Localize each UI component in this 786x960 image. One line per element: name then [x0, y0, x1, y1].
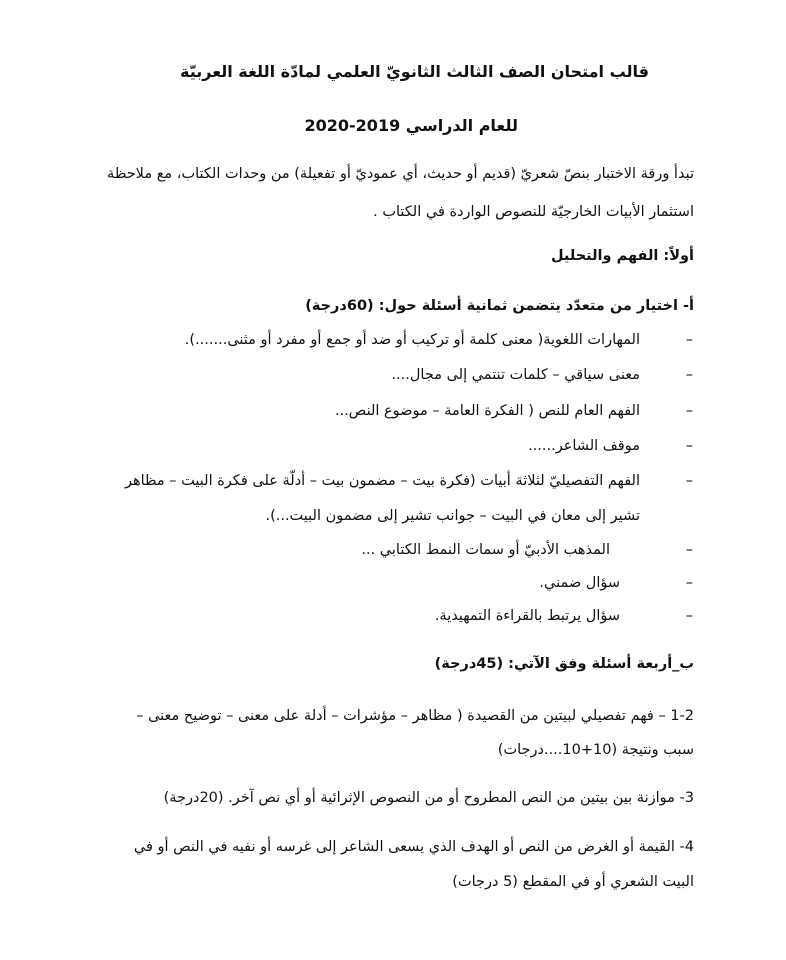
bullet-dash: –: [685, 473, 693, 489]
bullet-dash: –: [685, 403, 693, 419]
list-item-text: سؤال ضمني.: [539, 575, 620, 591]
bullet-dash: –: [685, 542, 693, 558]
bullet-dash: –: [685, 332, 693, 348]
list-item-text: موقف الشاعر......: [528, 438, 640, 454]
question-1-2-line-2: سبب ونتيجة (10+10....درجات): [497, 742, 694, 758]
list-item-text: معنى سياقي – كلمات تنتمي إلى مجال....: [391, 367, 640, 383]
list-item-text: سؤال يرتبط بالقراءة التمهيدية.: [434, 608, 620, 624]
list-item-continuation: تشير إلى معان في البيت – جوانب تشير إلى مضمون البيت...).: [265, 508, 640, 524]
bullet-dash: –: [685, 367, 693, 383]
bullet-dash: –: [685, 575, 693, 591]
bullet-dash: –: [685, 608, 693, 624]
question-3: 3- موازنة بين بيتين من النص المطروح أو من النصوص الإثرائية أو أي نص آخر. (20درجة): [163, 790, 694, 806]
section-heading: أولاً: الفهم والتحليل: [550, 248, 694, 264]
question-1-2-line-1: 1-2 – فهم تفصيلي لبيتين من القصيدة ( مظاهر – مؤشرات – أدلة على معنى – توضيح معنى –: [136, 708, 694, 724]
list-item-text: المهارات اللغوية( معنى كلمة أو تركيب أو ضد أو جمع أو مفرد أو مثنى.......).: [184, 332, 640, 348]
academic-year: للعام الدراسي 2019-2020: [304, 116, 518, 135]
list-item-text: الفهم التفصيليّ لثلاثة أبيات (فكرة بيت – مضمون بيت – أدلّة على فكرة البيت – مظاهر: [124, 473, 640, 489]
document-title: قالب امتحان الصف الثالث الثانويّ العلمي لمادّة اللغة العربيّة: [180, 62, 649, 81]
list-item-text: الفهم العام للنص ( الفكرة العامة – موضوع النص...: [334, 403, 640, 419]
bullet-dash: –: [685, 438, 693, 454]
question-4-line-2: البيت الشعري أو في المقطع (5 درجات): [452, 874, 694, 890]
question-4-line-1: 4- القيمة أو الغرض من النص أو الهدف الذي يسعى الشاعر إلى غرسه أو نفيه في النص أو في: [133, 839, 694, 855]
intro-line-1: تبدأ ورقة الاختبار بنصّ شعريّ (قديم أو حديث، أي عموديّ أو تفعيلة) من وحدات الكتاب، مع ملاحظة: [107, 166, 694, 182]
intro-line-2: استثمار الأبيات الخارجيّة للنصوص الواردة في الكتاب .: [373, 204, 694, 220]
part-a-heading: أ- اختيار من متعدّد يتضمن ثمانية أسئلة حول: (60درجة): [305, 298, 694, 314]
part-b-heading: ب_أربعة أسئلة وفق الآتي: (45درجة): [434, 656, 694, 672]
list-item-text: المذهب الأدبيّ أو سمات النمط الكتابي ...: [361, 542, 610, 558]
